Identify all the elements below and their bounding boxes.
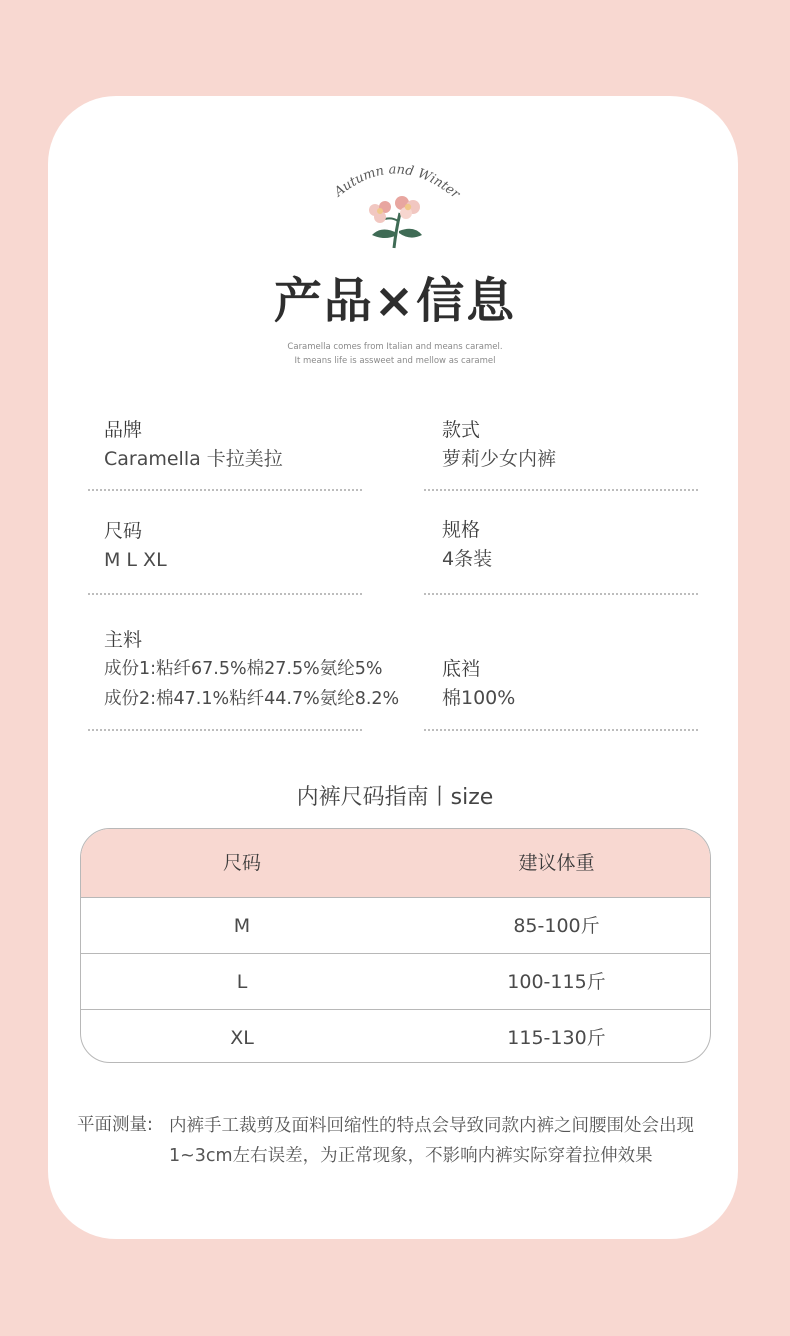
header-size: 尺码: [222, 852, 261, 874]
row-size: M: [233, 915, 251, 937]
flower-icon: [369, 196, 422, 248]
row-size: XL: [230, 1027, 254, 1049]
style-label: 款式: [442, 419, 481, 441]
table-row: [81, 897, 710, 953]
crotch-field: [442, 655, 515, 713]
spec-value: 4条装: [442, 548, 493, 570]
flower-decoration: [330, 155, 462, 253]
crotch-value: 棉100%: [442, 687, 516, 709]
crotch-label: 底裆: [442, 658, 481, 680]
page-subtitle: [0, 340, 790, 368]
row-weight: 85-100斤: [513, 915, 600, 937]
spec-field: [442, 516, 492, 574]
page-title: 产品×信息: [273, 273, 517, 329]
material-value-1: 成份1:粘纤67.5%棉27.5%氨纶5%: [104, 659, 383, 679]
table-row: [81, 1009, 710, 1063]
material-label: 主料: [104, 629, 143, 651]
brand-label: 品牌: [104, 419, 143, 441]
material-field: [104, 626, 399, 714]
table-header: [81, 829, 710, 897]
note-text: 内裤手工裁剪及面料回缩性的特点会导致同款内裤之间腰围处会出现1~3cm左右误差，为正常现象，不影响内裤实际穿着拉伸效果: [169, 1116, 694, 1166]
note-label: 平面测量:: [77, 1115, 153, 1135]
size-value: M L XL: [104, 549, 167, 571]
row-weight: 115-130斤: [507, 1027, 606, 1049]
material-value-2: 成份2:棉47.1%粘纤44.7%氨纶8.2%: [104, 689, 400, 709]
divider: [424, 593, 698, 595]
size-guide-title: 内裤尺码指南丨size: [296, 785, 494, 810]
row-size: L: [236, 971, 248, 993]
row-weight: 100-115斤: [507, 971, 606, 993]
subtitle-line: Caramella comes from Italian and means caramel.: [287, 342, 503, 352]
size-label: 尺码: [104, 520, 143, 542]
divider: [88, 489, 362, 491]
table-row: [81, 953, 710, 1009]
divider: [88, 729, 362, 731]
style-field: [442, 416, 556, 474]
script-heading: Autumn and Winter: [331, 162, 462, 202]
brand-field: [104, 416, 283, 474]
divider: [424, 489, 698, 491]
style-value: 萝莉少女内裤: [442, 448, 557, 470]
brand-value: Caramella 卡拉美拉: [104, 448, 283, 470]
divider: [424, 729, 698, 731]
size-table: [80, 828, 711, 1063]
header-weight: 建议体重: [518, 852, 595, 874]
spec-label: 规格: [442, 519, 481, 541]
size-field: [104, 517, 167, 575]
divider: [88, 593, 362, 595]
subtitle-line: It means life is assweet and mellow as caramel: [294, 356, 496, 366]
